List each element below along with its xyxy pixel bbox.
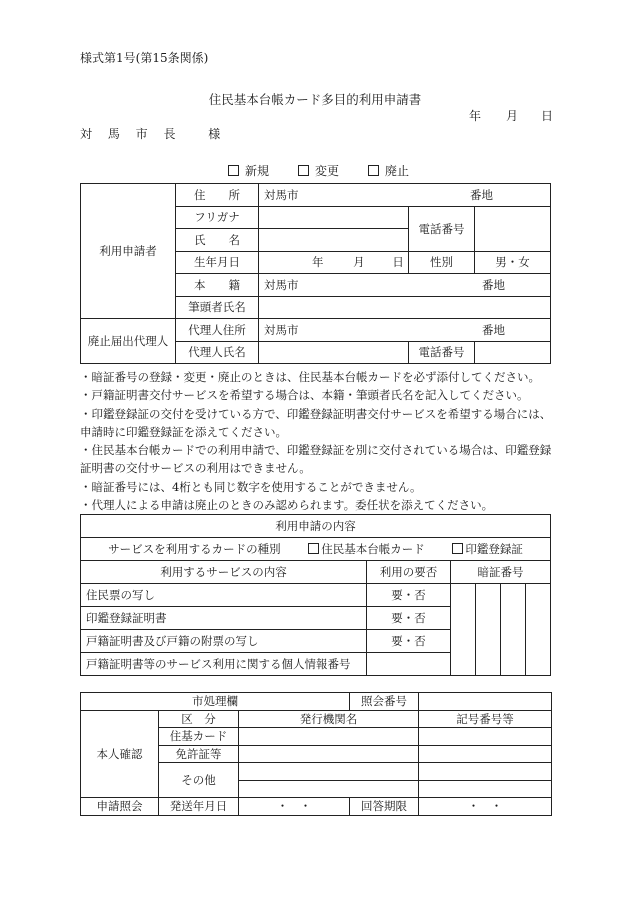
agent-address-label: 代理人住所 — [176, 319, 259, 342]
card-option-resident-checkbox[interactable]: 住民基本台帳カード — [308, 542, 425, 556]
col-pin-header: 暗証番号 — [451, 561, 551, 584]
kind-label: 免許証等 — [159, 745, 239, 763]
serial-field[interactable] — [419, 780, 552, 798]
issuer-field[interactable] — [239, 763, 419, 781]
service-name: 印鑑登録証明書 — [81, 607, 367, 630]
col-kind-header: 区 分 — [159, 710, 239, 728]
office-table — [80, 692, 552, 816]
type-new-checkbox[interactable]: 新規 — [228, 162, 269, 179]
pin-digit-4[interactable] — [526, 584, 551, 676]
addressee — [80, 125, 221, 142]
address-field[interactable]: 対馬市 番地 — [259, 184, 551, 207]
pin-digit-2[interactable] — [476, 584, 501, 676]
service-name: 戸籍証明書及び戸籍の附票の写し — [81, 630, 367, 653]
head-of-household-field[interactable] — [259, 296, 551, 319]
name-field[interactable] — [259, 229, 409, 252]
note-item: ・暗証番号には、4桁とも同じ数字を使用することができません。 — [80, 479, 422, 494]
furigana-field[interactable] — [259, 206, 409, 229]
service-name: 住民票の写し — [81, 584, 367, 607]
gender-label: 性別 — [409, 251, 475, 274]
agent-phone-field[interactable] — [475, 341, 551, 364]
ref-no-label: 照会番号 — [350, 693, 419, 711]
issuer-field[interactable] — [239, 728, 419, 746]
agent-phone-label: 電話番号 — [409, 341, 475, 364]
ref-no-field[interactable] — [419, 693, 552, 711]
pin-digit-1[interactable] — [451, 584, 476, 676]
office-heading: 市処理欄 — [81, 693, 350, 711]
agent-name-field[interactable] — [259, 341, 409, 364]
date-year-label: 年 — [469, 109, 482, 123]
serial-field[interactable] — [419, 763, 552, 781]
note-item: ・印鑑登録証の交付を受けている方で、印鑑登録証明書交付サービスを希望する場合には、申請時に印鑑登録証を添えてください。 — [80, 406, 552, 439]
agent-address-field[interactable]: 対馬市 番地 — [259, 319, 551, 342]
identity-label: 本人確認 — [81, 710, 159, 798]
pin-digit-3[interactable] — [501, 584, 526, 676]
notes — [80, 368, 552, 514]
card-type-row: サービスを利用するカードの種別 住民基本台帳カード 印鑑登録証 — [81, 538, 551, 561]
note-item: ・代理人による申請は廃止のときのみ認められます。委任状を添えてください。 — [80, 498, 494, 513]
head-of-household-label: 筆頭者氏名 — [176, 296, 259, 319]
form-number: 様式第1号(第15条関係) — [80, 51, 209, 65]
col-need-header: 利用の要否 — [367, 561, 451, 584]
issuer-field[interactable] — [239, 745, 419, 763]
service-need-field[interactable]: 要・否 — [367, 630, 451, 653]
gender-field[interactable]: 男・女 — [475, 251, 551, 274]
checkbox-square-icon[interactable] — [298, 165, 309, 176]
col-issuer-header: 発行機関名 — [239, 710, 419, 728]
col-service-header: 利用するサービスの内容 — [81, 561, 367, 584]
col-serial-header: 記号番号等 — [419, 710, 552, 728]
reply-deadline-field[interactable]: ・ ・ — [419, 798, 552, 816]
phone-label: 電話番号 — [409, 206, 475, 251]
furigana-label: フリガナ — [176, 206, 259, 229]
service-need-field[interactable]: 要・否 — [367, 607, 451, 630]
domicile-label: 本 籍 — [176, 274, 259, 297]
kind-label: その他 — [159, 763, 239, 798]
domicile-field[interactable]: 対馬市 番地 — [259, 274, 551, 297]
sent-date-label: 発送年月日 — [159, 798, 239, 816]
kind-label: 住基カード — [159, 728, 239, 746]
birth-field[interactable]: 年 月 日 — [259, 251, 409, 274]
checkbox-square-icon[interactable] — [228, 165, 239, 176]
addressee-title: 対 馬 市 長 — [80, 127, 182, 141]
addressee-honorific: 様 — [208, 127, 222, 141]
request-table — [80, 514, 551, 676]
date-day-label: 日 — [541, 109, 554, 123]
type-change-checkbox[interactable]: 変更 — [298, 162, 339, 179]
birth-label: 生年月日 — [176, 251, 259, 274]
agent-section-label: 廃止届出代理人 — [81, 319, 176, 364]
service-need-field[interactable]: 要・否 — [367, 584, 451, 607]
table-row — [81, 584, 551, 607]
phone-field[interactable] — [475, 206, 551, 251]
reply-deadline-label: 回答期限 — [350, 798, 419, 816]
card-option-seal-checkbox[interactable]: 印鑑登録証 — [452, 542, 523, 556]
checkbox-square-icon[interactable] — [452, 543, 463, 554]
date-month-label: 月 — [506, 109, 519, 123]
note-item: ・暗証番号の登録・変更・廃止のときは、住民基本台帳カードを必ず添付してください。 — [80, 370, 540, 384]
applicant-table — [80, 183, 551, 364]
sent-date-field[interactable]: ・ ・ — [239, 798, 350, 816]
serial-field[interactable] — [419, 745, 552, 763]
note-item: ・戸籍証明書交付サービスを希望する場合は、本籍・筆頭者氏名を記入してください。 — [80, 388, 529, 403]
agent-name-label: 代理人氏名 — [176, 341, 259, 364]
inquiry-label: 申請照会 — [81, 798, 159, 816]
form-title: 住民基本台帳カード多目的利用申請書 — [208, 92, 422, 107]
checkbox-square-icon[interactable] — [308, 543, 319, 554]
name-label: 氏 名 — [176, 229, 259, 252]
request-heading: 利用申請の内容 — [81, 515, 551, 538]
type-cancel-checkbox[interactable]: 廃止 — [368, 162, 409, 179]
note-item: ・住民基本台帳カードでの利用申請で、印鑑登録証を別に交付されている場合は、印鑑登録証明書の交付サービスの利用はできません。 — [80, 443, 552, 476]
serial-field[interactable] — [419, 728, 552, 746]
personal-info-label: 戸籍証明書等のサービス利用に関する個人情報番号 — [81, 653, 367, 676]
personal-info-field[interactable] — [367, 653, 451, 676]
applicant-section-label: 利用申請者 — [81, 184, 176, 319]
issuer-field[interactable] — [239, 780, 419, 798]
address-label: 住 所 — [176, 184, 259, 207]
checkbox-square-icon[interactable] — [368, 165, 379, 176]
